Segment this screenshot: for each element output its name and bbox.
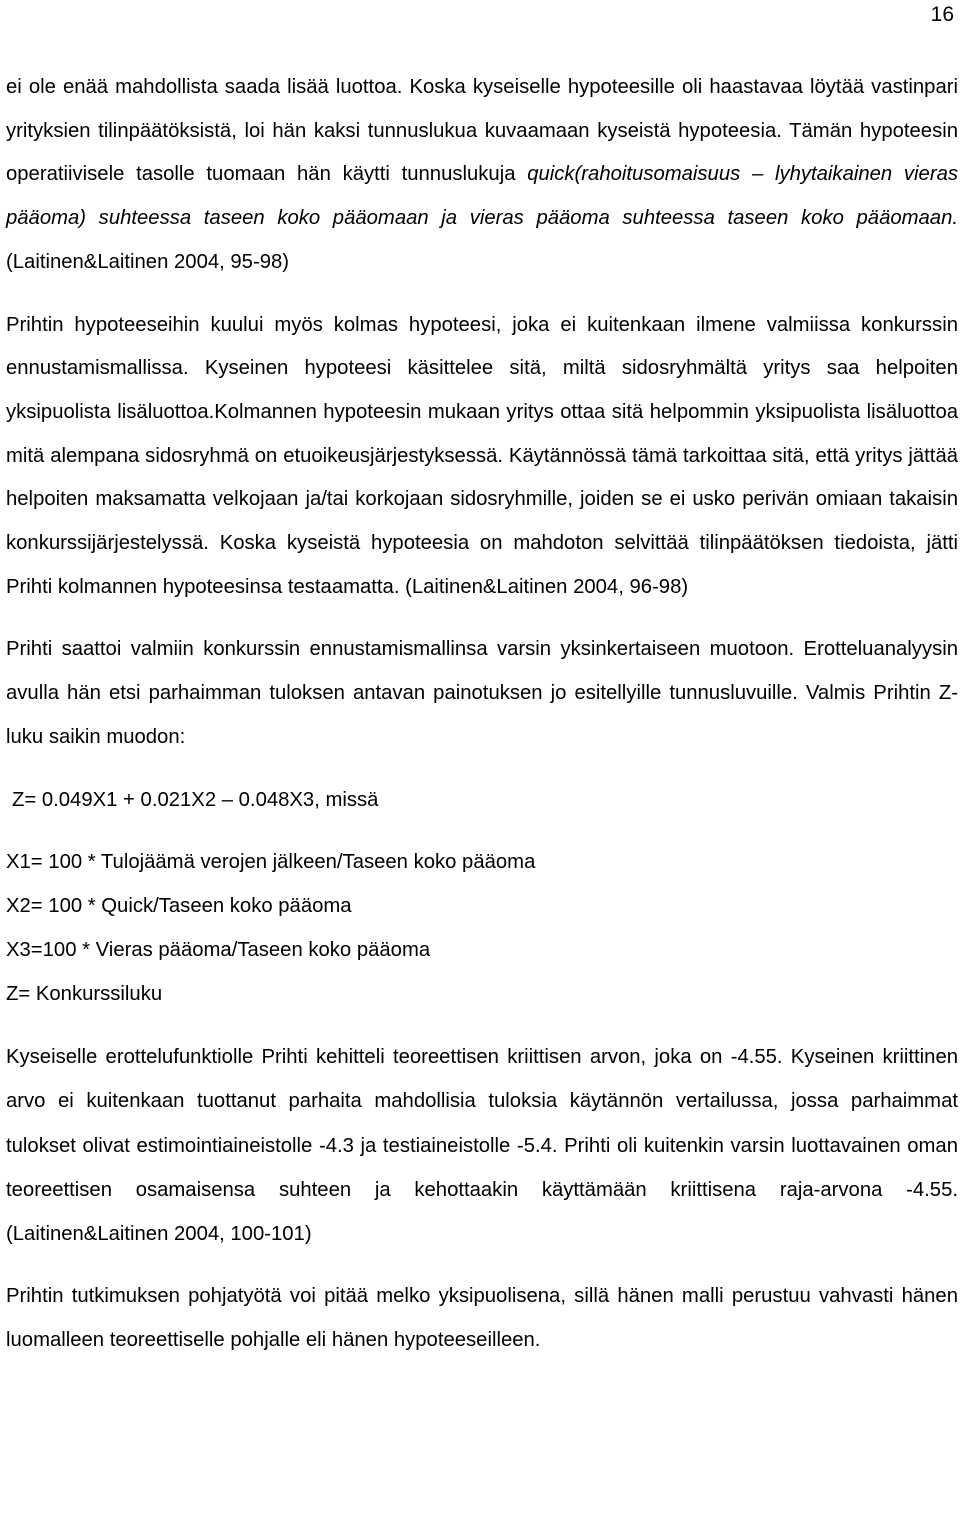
- paragraph-evaluation: Prihtin tutkimuksen pohjatyötä voi pitää melko yksipuolisena, sillä hänen malli perustuu vahvasti hänen luomalleen teoreettiselle pohjalle eli hänen hypoteeseilleen.: [6, 1285, 958, 1351]
- paragraph-critical-value: Kyseiselle erottelufunktiolle Prihti kehitteli teoreettisen kriittisen arvon, joka on -4.55. Kyseinen kriittinen arvo ei kuitenkaan tuottanut parhaita mahdollisia tuloksia käytännön vertailussa, jossa parhaimmat tulokset olivat estimointiaineistolle -4.3 ja testiaineistolle -5.4. Prihti oli kuitenkin varsin luottavainen oman teoreettisen osamaisensa suhteen ja kehottaakin käyttämään kriittisena raja-arvona -4.55. (Laitinen&Laitinen 2004, 100-101): [6, 1046, 958, 1246]
- definition-x1: X1= 100 * Tulojäämä verojen jälkeen/Taseen koko pääoma: [6, 851, 536, 874]
- paragraph-hypothesis-operationalization: [6, 66, 958, 285]
- z-formula: Z= 0.049X1 + 0.021X2 – 0.048X3, missä: [12, 788, 379, 811]
- paragraph-text: ei ole enää mahdollista saada lisää luottoa. Koska kyseiselle hypoteesille oli haastavaa löytää vastinpari yrityksien tilinpäätöksistä, loi hän kaksi tunnuslukua kuvaamaan kyseistä hypoteesia. Tämän hypoteesin operatiivisele tasolle tuomaan hän käytti tunnuslukuja: [6, 76, 958, 186]
- variable-definitions: [6, 840, 958, 1016]
- definition-x2: X2= 100 * Quick/Taseen koko pääoma: [6, 895, 352, 918]
- italic-ratio-definition: quick(rahoitusomaisuus – lyhytaikainen vieras pääoma) suhteessa taseen koko pääomaan ja vieras pääoma suhteessa taseen koko pääomaan.: [6, 163, 958, 230]
- citation: (Laitinen&Laitinen 2004, 95-98): [6, 250, 290, 273]
- definition-z: Z= Konkurssiluku: [6, 983, 163, 1006]
- paragraph-z-model: Prihti saattoi valmiin konkurssin ennustamismallinsa varsin yksinkertaiseen muotoon. Erotteluanalyysin avulla hän etsi parhaimman tuloksen antavan painotuksen jo esitellyille tunnusluvuille. Valmis Prihtin Z-luku saikin muodon:: [6, 638, 958, 748]
- definition-x3: X3=100 * Vieras pääoma/Taseen koko pääoma: [6, 939, 431, 962]
- document-body: [6, 66, 958, 1363]
- page-number: 16: [930, 3, 954, 26]
- paragraph-third-hypothesis: Prihtin hypoteeseihin kuului myös kolmas hypoteesi, joka ei kuitenkaan ilmene valmiissa konkurssin ennustamismallissa. Kyseinen hypoteesi käsittelee sitä, miltä sidosryhmältä yritys saa helpoiten yksipuolista lisäluottoa.Kolmannen hypoteesin mukaan yritys ottaa sitä helpommin yksipuolista lisäluottoa mitä alempana sidosryhmä on etuoikeusjärjestyksessä. Käytännössä tämä tarkoittaa sitä, että yritys jättää helpoiten maksamatta velkojaan ja/tai korkojaan sidosryhmille, joiden se ei usko perivän omiaan takaisin konkurssijärjestelyssä. Koska kyseistä hypoteesia on mahdoton selvittää tilinpäätöksen tiedoista, jätti Prihti kolmannen hypoteesinsa testaamatta. (Laitinen&Laitinen 2004, 96-98): [6, 313, 958, 598]
